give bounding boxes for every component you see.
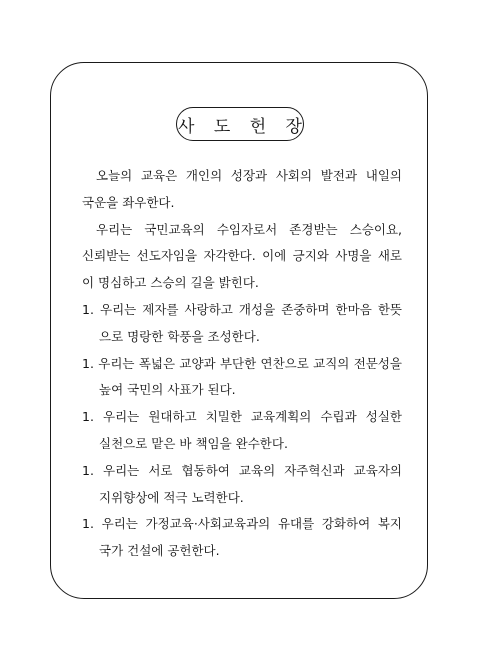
item-3-line-1: 우리는 원대하고 치밀한 교육계획의 수립과 성실한	[103, 409, 402, 425]
document-title: 사 도 헌 장	[178, 116, 309, 137]
item-3-number: 1.	[82, 409, 94, 425]
item-1-first-line	[82, 297, 402, 324]
item-5-line-1: 우리는 가정교육·사회교육과의 유대를 강화하여 복지	[101, 516, 402, 532]
item-4-number: 1.	[82, 462, 94, 478]
item-3-line-2: 실천으로 맡은 바 책임을 완수한다.	[99, 435, 288, 451]
item-2-line-1: 우리는 폭넓은 교양과 부단한 연찬으로 교직의 전문성을	[98, 355, 402, 371]
item-2-line-2: 높여 국민의 사표가 된다.	[99, 382, 236, 398]
item-1-number: 1.	[82, 301, 94, 317]
item-5-first-line	[82, 511, 402, 538]
item-2-number: 1.	[82, 355, 94, 371]
item-3-first-line	[82, 404, 402, 431]
paragraph-1-line-2: 국운을 좌우한다.	[82, 194, 175, 210]
item-4-first-line	[82, 458, 402, 485]
item-2-first-line	[82, 351, 402, 378]
item-1-line-2: 으로 명랑한 학풍을 조성한다.	[99, 328, 260, 344]
item-4-line-1: 우리는 서로 협동하여 교육의 자주혁신과 교육자의	[103, 462, 402, 478]
paragraph-2-line-1: 우리는 국민교육의 수임자로서 존경받는 스승이요,	[96, 221, 402, 237]
paragraph-1-line-1: 오늘의 교육은 개인의 성장과 사회의 발전과 내일의	[96, 168, 402, 183]
item-1-line-1: 우리는 제자를 사랑하고 개성을 존중하며 한마음 한뜻	[100, 301, 402, 317]
item-5-line-2: 국가 건설에 공헌한다.	[99, 543, 220, 559]
paragraph-2-line-2: 신뢰받는 선도자임을 자각한다. 이에 긍지와 사명을 새로	[82, 248, 402, 264]
paragraph-2-line-3: 이 명심하고 스승의 길을 밝힌다.	[82, 275, 259, 291]
document-body	[82, 163, 402, 565]
title-box	[176, 107, 309, 141]
item-4-line-2: 지위향상에 적극 노력한다.	[99, 489, 244, 505]
item-5-number: 1.	[82, 516, 94, 532]
